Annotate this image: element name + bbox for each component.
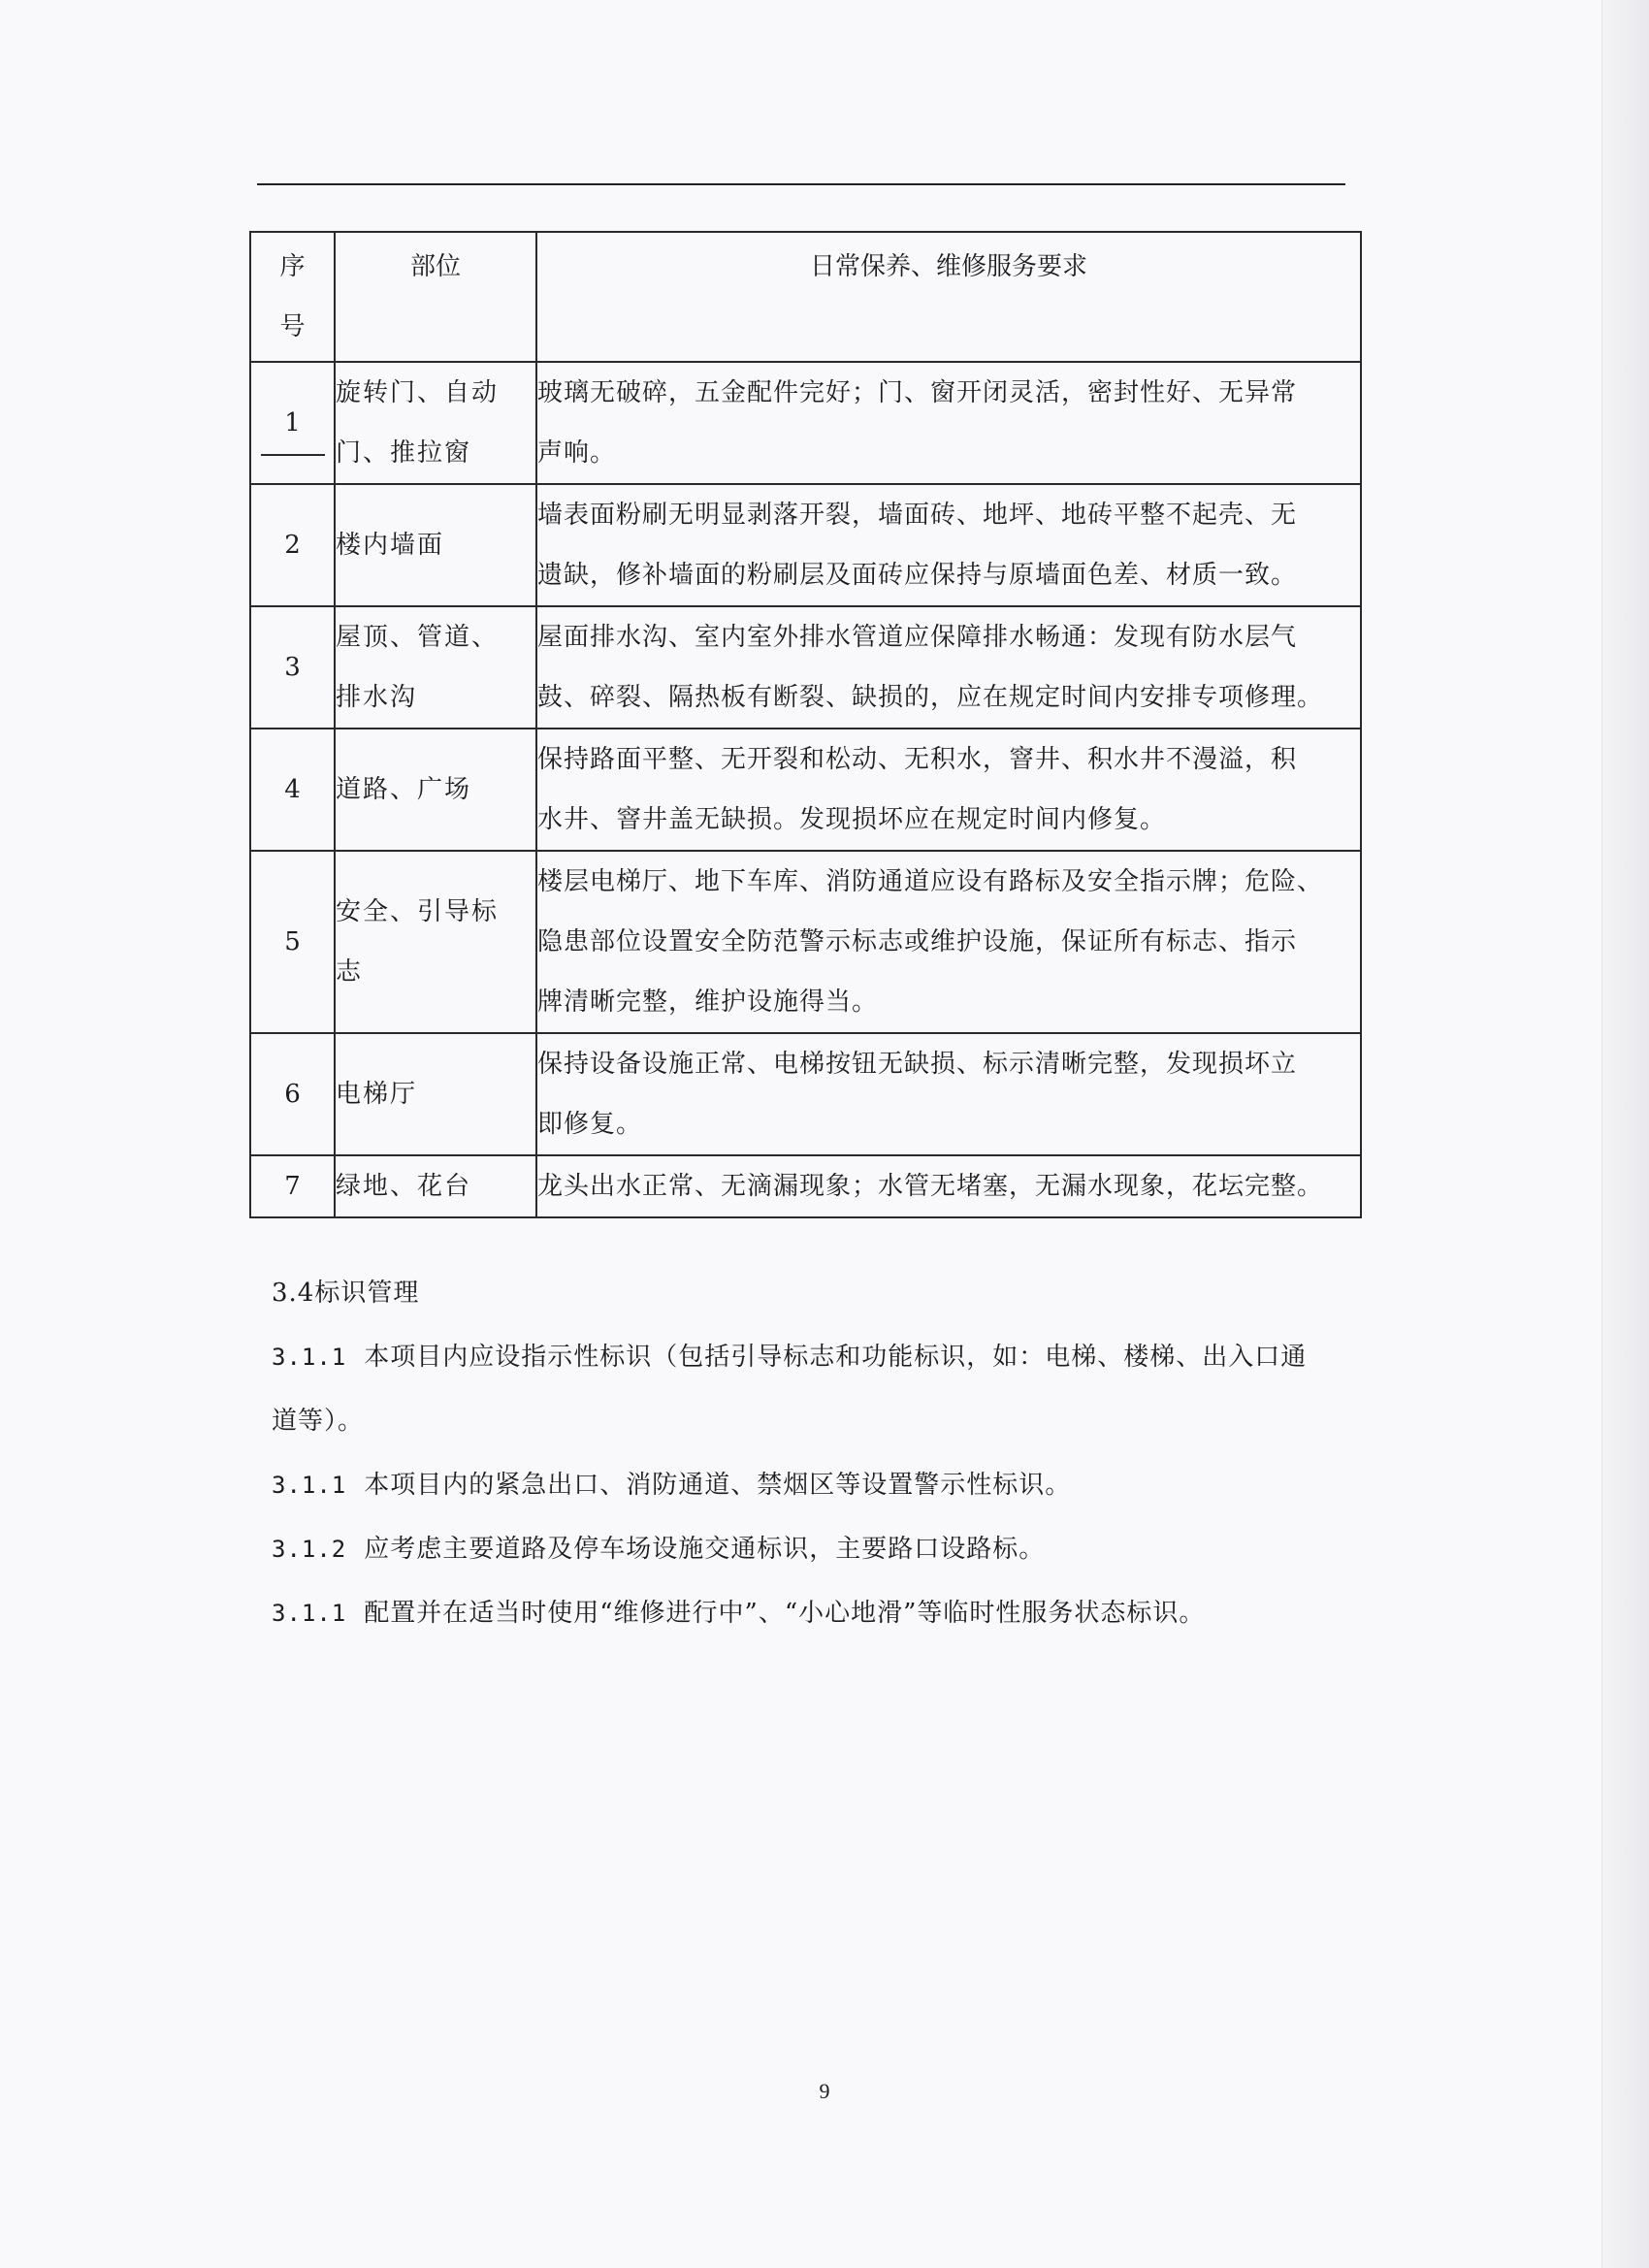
row-location	[335, 1033, 536, 1155]
row-location	[335, 606, 536, 729]
clause-number: 3.1.1	[272, 1344, 347, 1371]
row-requirement	[536, 362, 1361, 484]
row-requirement	[536, 729, 1361, 851]
location-line: 楼内墙面	[336, 531, 445, 560]
row-number	[250, 362, 335, 484]
requirement-line: 隐患部位设置安全防范警示标志或维护设施，保证所有标志、指示	[537, 927, 1298, 956]
table-row	[250, 606, 1361, 729]
location-line: 旋转门、自动	[336, 378, 500, 407]
requirement-line: 水井、窨井盖无缺损。发现损坏应在规定时间内修复。	[537, 805, 1167, 834]
location-line: 排水沟	[336, 683, 418, 712]
header-location: 部位	[335, 232, 536, 362]
row-number: 3	[250, 606, 335, 729]
table-header-row	[250, 232, 1361, 362]
maintenance-requirements-table	[249, 231, 1362, 1218]
location-line: 安全、引导标	[336, 897, 500, 926]
header-rule	[257, 183, 1345, 185]
section-title: 3.4标识管理	[272, 1279, 420, 1308]
row-number: 4	[250, 729, 335, 851]
clause-text: 本项目内应设指示性标识（包括引导标志和功能标识，如：电梯、楼梯、出入口通	[364, 1343, 1308, 1372]
row-location	[335, 484, 536, 606]
header-number-line-2: 号	[279, 312, 306, 341]
row-number: 5	[250, 851, 335, 1033]
row-requirement	[536, 1155, 1361, 1217]
signage-management-section	[272, 1261, 1358, 1645]
requirement-line: 牌清晰完整，维护设施得当。	[537, 988, 879, 1017]
table-row	[250, 484, 1361, 606]
location-line: 门、推拉窗	[336, 438, 472, 468]
row-location	[335, 362, 536, 484]
requirement-line: 玻璃无破碎，五金配件完好；门、窗开闭灵活，密封性好、无异常	[537, 378, 1298, 407]
requirement-line: 楼层电梯厅、地下车库、消防通道应设有路标及安全指示牌；危险、	[537, 867, 1324, 896]
row-number-text: 1	[284, 408, 301, 437]
section-item	[272, 1581, 1358, 1645]
clause-text: 本项目内的紧急出口、消防通道、禁烟区等设置警示性标识。	[364, 1471, 1072, 1500]
clause-number: 3.1.2	[272, 1536, 347, 1563]
location-line: 电梯厅	[336, 1080, 418, 1109]
table-row	[250, 729, 1361, 851]
row-location	[335, 729, 536, 851]
header-number	[250, 232, 335, 362]
page-edge	[1601, 0, 1649, 2268]
table-row	[250, 851, 1361, 1033]
location-line: 绿地、花台	[336, 1172, 472, 1201]
row-requirement	[536, 484, 1361, 606]
requirement-line: 保持路面平整、无开裂和松动、无积水，窨井、积水井不漫溢，积	[537, 745, 1298, 774]
clause-text: 配置并在适当时使用“维修进行中”、“小心地滑”等临时性服务状态标识。	[364, 1599, 1206, 1628]
section-item	[272, 1453, 1358, 1517]
location-line: 屋顶、管道、	[336, 623, 500, 652]
location-line: 志	[336, 957, 364, 987]
row-number: 7	[250, 1155, 335, 1217]
location-line: 道路、广场	[336, 775, 472, 804]
page-number: 9	[819, 2079, 830, 2103]
requirement-line: 遗缺，修补墙面的粉刷层及面砖应保持与原墙面色差、材质一致。	[537, 561, 1298, 590]
row-location	[335, 1155, 536, 1217]
section-item	[272, 1517, 1358, 1581]
requirement-line: 保持设备设施正常、电梯按钮无缺损、标示清晰完整，发现损坏立	[537, 1050, 1298, 1079]
table-row	[250, 1155, 1361, 1217]
clause-number: 3.1.1	[272, 1600, 347, 1627]
header-number-line-1: 序	[279, 252, 306, 281]
table-row	[250, 1033, 1361, 1155]
table-row	[250, 362, 1361, 484]
row-number: 6	[250, 1033, 335, 1155]
requirement-line: 鼓、碎裂、隔热板有断裂、缺损的，应在规定时间内安排专项修理。	[537, 683, 1324, 712]
row-location	[335, 851, 536, 1033]
requirement-line: 即修复。	[537, 1110, 643, 1139]
row-number: 2	[250, 484, 335, 606]
row-requirement	[536, 851, 1361, 1033]
clause-text: 应考虑主要道路及停车场设施交通标识，主要路口设路标。	[364, 1535, 1046, 1564]
number-underline	[261, 454, 325, 456]
requirement-line: 龙头出水正常、无滴漏现象；水管无堵塞，无漏水现象，花坛完整。	[537, 1172, 1324, 1201]
row-requirement	[536, 606, 1361, 729]
requirement-line: 声响。	[537, 438, 617, 468]
requirement-line: 墙表面粉刷无明显剥落开裂，墙面砖、地坪、地砖平整不起壳、无	[537, 501, 1298, 530]
clause-number: 3.1.1	[272, 1472, 347, 1499]
row-requirement	[536, 1033, 1361, 1155]
requirement-line: 屋面排水沟、室内室外排水管道应保障排水畅通：发现有防水层气	[537, 623, 1298, 652]
header-requirement: 日常保养、维修服务要求	[536, 232, 1361, 362]
section-item	[272, 1325, 1358, 1453]
clause-text: 道等）。	[272, 1407, 365, 1436]
